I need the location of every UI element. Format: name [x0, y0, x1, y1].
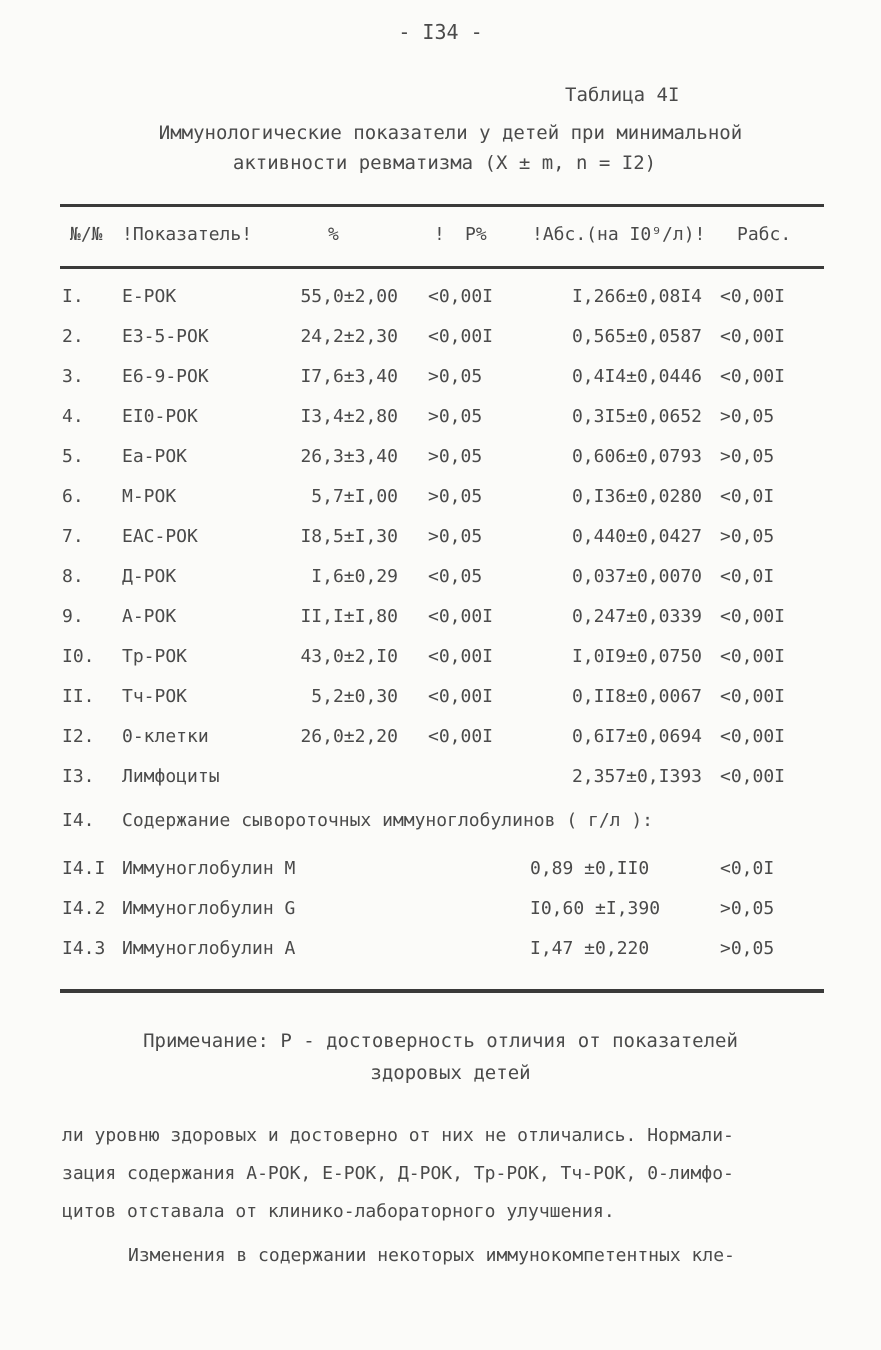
- row-percent: 24,2±2,30: [300, 326, 398, 347]
- table-top-rule: [60, 204, 824, 207]
- row-p-percent: <0,00I: [428, 326, 494, 347]
- row-indicator: Tp-POK: [122, 646, 188, 667]
- row-number: 9.: [62, 606, 84, 627]
- row-p-percent: >0,05: [428, 406, 483, 427]
- header-num: №/№: [70, 224, 103, 245]
- row-p-absolute: >0,05: [720, 526, 775, 547]
- row-indicator: A-POK: [122, 606, 177, 627]
- body-text-line4: Изменения в содержании некоторых иммунокомпетентных кле-: [128, 1245, 735, 1266]
- subrow-indicator: Иммуноглобулин M: [122, 858, 296, 879]
- row-indicator: Лимфоциты: [122, 766, 220, 787]
- row-number: I2.: [62, 726, 95, 747]
- row-percent: II,I±I,80: [300, 606, 398, 627]
- row-percent: 55,0±2,00: [300, 286, 398, 307]
- row-indicator: E3-5-POK: [122, 326, 209, 347]
- row-p-absolute: <0,0I: [720, 486, 775, 507]
- row-percent: 26,3±3,40: [300, 446, 398, 467]
- row-number: 7.: [62, 526, 84, 547]
- header-abs: !Абс.(на I0⁹/л)!: [532, 224, 706, 245]
- row-number: 8.: [62, 566, 84, 587]
- row-p-percent: <0,00I: [428, 686, 494, 707]
- body-text-line3: цитов отставала от клинико-лабораторного улучшения.: [62, 1201, 615, 1222]
- row-absolute: 0,606±0,0793: [571, 446, 702, 467]
- note-line1: Примечание: P - достоверность отличия от показателей: [143, 1030, 738, 1052]
- subrow-absolute: I,47 ±0,220: [530, 938, 650, 959]
- section14-title: Содержание сывороточных иммуноглобулинов ( г/л ):: [122, 810, 654, 831]
- row-p-percent: >0,05: [428, 526, 483, 547]
- row-number: I.: [62, 286, 84, 307]
- subrow-indicator: Иммуноглобулин G: [122, 898, 296, 919]
- row-p-absolute: <0,0I: [720, 566, 775, 587]
- header-indicator: !Показатель!: [122, 224, 253, 245]
- section14-number: I4.: [62, 810, 95, 831]
- row-indicator: E6-9-POK: [122, 366, 209, 387]
- row-p-percent: <0,00I: [428, 646, 494, 667]
- page-number: - I34 -: [398, 20, 483, 44]
- row-indicator: EAC-POK: [122, 526, 198, 547]
- row-absolute: 0,440±0,0427: [571, 526, 702, 547]
- row-indicator: EI0-POK: [122, 406, 198, 427]
- row-p-absolute: <0,00I: [720, 766, 786, 787]
- row-p-absolute: >0,05: [720, 406, 775, 427]
- row-absolute: 0,565±0,0587: [571, 326, 702, 347]
- header-p-abs: Pабс.: [737, 224, 792, 245]
- row-p-percent: >0,05: [428, 446, 483, 467]
- subrow-p-absolute: <0,0I: [720, 858, 775, 879]
- row-p-absolute: <0,00I: [720, 686, 786, 707]
- table-header-rule: [60, 266, 824, 269]
- subrow-absolute: 0,89 ±0,II0: [530, 858, 650, 879]
- row-absolute: 0,I36±0,0280: [571, 486, 702, 507]
- subrow-p-absolute: >0,05: [720, 938, 775, 959]
- row-absolute: 2,357±0,I393: [571, 766, 702, 787]
- row-p-absolute: <0,00I: [720, 366, 786, 387]
- row-p-absolute: <0,00I: [720, 286, 786, 307]
- body-text-line1: ли уровню здоровых и достоверно от них не отличались. Нормали-: [62, 1125, 734, 1146]
- row-indicator: Д-POK: [122, 566, 177, 587]
- row-absolute: I,266±0,08I4: [571, 286, 702, 307]
- row-percent: 26,0±2,20: [300, 726, 398, 747]
- header-p-pct: P%: [465, 224, 487, 245]
- table-caption-line1: Иммунологические показатели у детей при минимальной: [158, 122, 743, 144]
- table-bottom-rule: [60, 989, 824, 993]
- subrow-p-absolute: >0,05: [720, 898, 775, 919]
- subrow-number: I4.3: [62, 938, 106, 959]
- row-indicator: M-POK: [122, 486, 177, 507]
- body-text-line2: зация содержания A-POK, E-POK, Д-POK, Tp-POK, Tч-POK, 0-лимфо-: [62, 1163, 734, 1184]
- row-percent: 5,7±I,00: [311, 486, 398, 507]
- subrow-absolute: I0,60 ±I,390: [530, 898, 661, 919]
- subrow-number: I4.I: [62, 858, 106, 879]
- table-caption-line2: активности ревматизма (X ± m, n = I2): [232, 152, 657, 174]
- row-number: 3.: [62, 366, 84, 387]
- note-line2: здоровых детей: [370, 1062, 531, 1084]
- header-pct: %: [328, 224, 339, 245]
- row-p-percent: >0,05: [428, 486, 483, 507]
- row-absolute: 0,6I7±0,0694: [571, 726, 702, 747]
- row-p-percent: >0,05: [428, 366, 483, 387]
- row-p-absolute: >0,05: [720, 446, 775, 467]
- row-p-percent: <0,00I: [428, 286, 494, 307]
- row-indicator: Tч-POK: [122, 686, 188, 707]
- row-number: 5.: [62, 446, 84, 467]
- row-number: 4.: [62, 406, 84, 427]
- row-p-percent: <0,00I: [428, 606, 494, 627]
- row-p-percent: <0,05: [428, 566, 483, 587]
- row-p-absolute: <0,00I: [720, 326, 786, 347]
- row-number: I0.: [62, 646, 95, 667]
- row-p-absolute: <0,00I: [720, 606, 786, 627]
- subrow-indicator: Иммуноглобулин A: [122, 938, 296, 959]
- row-absolute: 0,II8±0,0067: [571, 686, 702, 707]
- row-absolute: 0,4I4±0,0446: [571, 366, 702, 387]
- row-percent: 43,0±2,I0: [300, 646, 398, 667]
- row-number: I3.: [62, 766, 95, 787]
- row-number: 6.: [62, 486, 84, 507]
- row-percent: I7,6±3,40: [300, 366, 398, 387]
- row-percent: I8,5±I,30: [300, 526, 398, 547]
- row-p-absolute: <0,00I: [720, 726, 786, 747]
- row-percent: I3,4±2,80: [300, 406, 398, 427]
- subrow-number: I4.2: [62, 898, 106, 919]
- row-indicator: Ea-POK: [122, 446, 188, 467]
- row-absolute: 0,037±0,0070: [571, 566, 702, 587]
- table-number: Таблица 4I: [565, 84, 680, 106]
- row-absolute: I,0I9±0,0750: [571, 646, 702, 667]
- row-percent: I,6±0,29: [311, 566, 398, 587]
- row-indicator: E-POK: [122, 286, 177, 307]
- row-absolute: 0,247±0,0339: [571, 606, 702, 627]
- row-indicator: 0-клетки: [122, 726, 209, 747]
- row-p-absolute: <0,00I: [720, 646, 786, 667]
- header-p-pct-separator: !: [434, 224, 445, 245]
- row-number: 2.: [62, 326, 84, 347]
- row-percent: 5,2±0,30: [311, 686, 398, 707]
- row-absolute: 0,3I5±0,0652: [571, 406, 702, 427]
- row-p-percent: <0,00I: [428, 726, 494, 747]
- row-number: II.: [62, 686, 95, 707]
